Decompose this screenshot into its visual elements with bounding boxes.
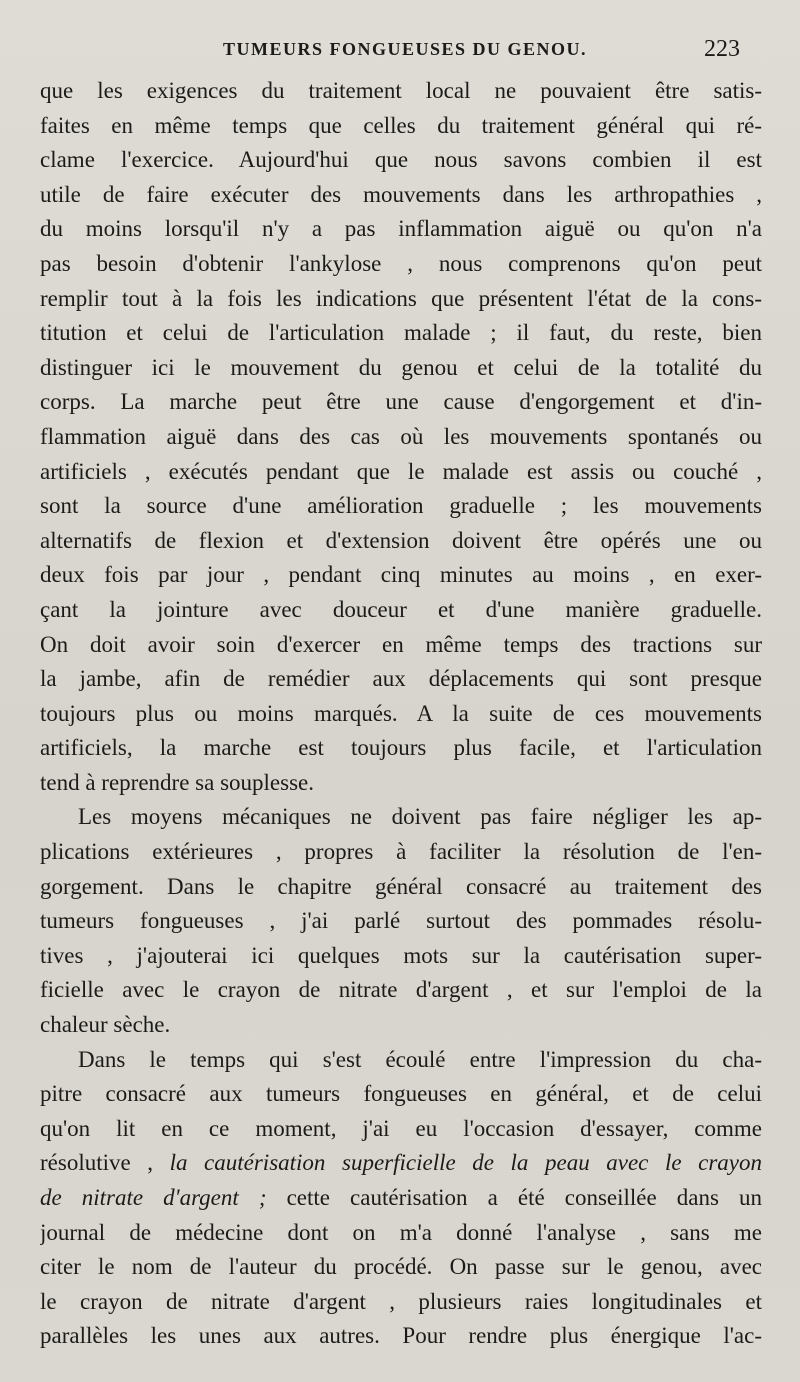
text-line-roman: artificiels, la marche est toujours plus facile, et l'articulation bbox=[40, 735, 762, 761]
text-line-roman: Les moyens mécaniques ne doivent pas faire négliger les ap- bbox=[78, 804, 762, 830]
text-line bbox=[40, 178, 762, 213]
text-line-roman: citer le nom de l'auteur du procédé. On passe sur le genou, avec bbox=[40, 1254, 762, 1280]
text-line bbox=[40, 1077, 762, 1112]
text-line-roman: toujours plus ou moins marqués. A la suite de ces mouvements bbox=[40, 700, 762, 726]
text-line-roman: du moins lorsqu'il n'y a pas inflammation aiguë ou qu'on n'a bbox=[40, 216, 762, 242]
text-line bbox=[40, 316, 762, 351]
text-line bbox=[40, 973, 762, 1008]
running-head-title: TUMEURS FONGUEUSES DU GENOU. bbox=[222, 38, 588, 59]
text-line-roman: résolutive , bbox=[40, 1150, 170, 1176]
text-line bbox=[40, 1216, 762, 1251]
text-line-roman: remplir tout à la fois les indications que présentent l'état de la cons- bbox=[40, 285, 762, 311]
body-text bbox=[40, 74, 762, 1354]
text-line bbox=[40, 731, 762, 766]
text-line-roman: tives , j'ajouterai ici quelques mots sur la cautérisation super- bbox=[40, 942, 762, 968]
text-line bbox=[40, 489, 762, 524]
text-line-roman: artificiels , exécutés pendant que le malade est assis ou couché , bbox=[40, 458, 762, 484]
text-line-roman: Dans le temps qui s'est écoulé entre l'impression du cha- bbox=[78, 1046, 762, 1072]
text-line bbox=[40, 1043, 762, 1078]
text-line bbox=[40, 385, 762, 420]
text-line bbox=[40, 697, 762, 732]
text-line-roman: corps. La marche peut être une cause d'engorgement et d'in- bbox=[40, 389, 762, 415]
text-line-roman: qu'on lit en ce moment, j'ai eu l'occasion d'essayer, comme bbox=[40, 1115, 762, 1141]
text-line-italic: la cautérisation superficielle de la peau avec le crayon bbox=[169, 1150, 762, 1176]
text-line-roman: utile de faire exécuter des mouvements dans les arthropathies , bbox=[40, 181, 762, 207]
text-line bbox=[40, 212, 762, 247]
text-line-roman: chaleur sèche. bbox=[40, 1012, 171, 1038]
text-line-italic: de nitrate d'argent ; bbox=[40, 1185, 267, 1210]
text-line-roman: tumeurs fongueuses , j'ai parlé surtout des pommades résolu- bbox=[40, 908, 762, 934]
text-line bbox=[40, 351, 762, 386]
text-line bbox=[40, 1181, 762, 1216]
text-line-roman: la jambe, afin de remédier aux déplacements qui sont presque bbox=[40, 666, 762, 692]
text-line bbox=[40, 939, 762, 974]
text-line bbox=[40, 282, 762, 317]
text-line bbox=[40, 904, 762, 939]
text-line bbox=[40, 1008, 762, 1043]
text-line-roman: pas besoin d'obtenir l'ankylose , nous comprenons qu'on peut bbox=[40, 250, 762, 276]
text-line-roman: le crayon de nitrate d'argent , plusieurs raies longitudinales et bbox=[40, 1288, 762, 1314]
text-line-roman: gorgement. Dans le chapitre général consacré au traitement des bbox=[40, 873, 762, 899]
text-line bbox=[40, 455, 762, 490]
text-line-roman: faites en même temps que celles du traitement général qui ré- bbox=[40, 112, 762, 138]
text-line-roman: clame l'exercice. Aujourd'hui que nous savons combien il est bbox=[40, 147, 762, 173]
text-line-roman: deux fois par jour , pendant cinq minutes au moins , en exer- bbox=[40, 562, 762, 588]
page-number: 223 bbox=[704, 35, 740, 62]
text-line-roman: parallèles les unes aux autres. Pour rendre plus énergique l'ac- bbox=[40, 1323, 762, 1349]
text-line bbox=[40, 628, 762, 663]
text-line bbox=[40, 143, 762, 178]
text-line bbox=[40, 662, 762, 697]
running-head bbox=[40, 32, 740, 66]
text-line bbox=[40, 800, 762, 835]
text-line-roman: distinguer ici le mouvement du genou et celui de la totalité du bbox=[40, 354, 762, 380]
text-line bbox=[40, 1285, 762, 1320]
text-line bbox=[40, 1112, 762, 1147]
text-line bbox=[40, 524, 762, 559]
text-line-roman: journal de médecine dont on m'a donné l'analyse , sans me bbox=[40, 1219, 762, 1245]
text-line bbox=[40, 593, 762, 628]
text-line bbox=[40, 766, 762, 801]
text-line-roman: ficielle avec le crayon de nitrate d'argent , et sur l'emploi de la bbox=[40, 977, 762, 1003]
text-line bbox=[40, 109, 762, 144]
text-line-roman: pitre consacré aux tumeurs fongueuses en général, et de celui bbox=[40, 1081, 762, 1107]
text-line-roman: que les exigences du traitement local ne pouvaient être satis- bbox=[40, 78, 762, 103]
text-line-roman: sont la source d'une amélioration graduelle ; les mouvements bbox=[40, 493, 762, 519]
text-line-roman: flammation aiguë dans des cas où les mouvements spontanés ou bbox=[40, 423, 762, 449]
text-line-roman: plications extérieures , propres à faciliter la résolution de l'en- bbox=[40, 839, 762, 865]
text-line bbox=[40, 1319, 762, 1354]
text-line bbox=[40, 247, 762, 282]
text-line bbox=[40, 558, 762, 593]
text-line bbox=[40, 420, 762, 455]
text-line bbox=[40, 1250, 762, 1285]
text-line-roman: alternatifs de flexion et d'extension doivent être opérés une ou bbox=[40, 527, 762, 553]
text-line-roman: On doit avoir soin d'exercer en même temps des tractions sur bbox=[40, 631, 762, 657]
text-line-roman: çant la jointure avec douceur et d'une manière graduelle. bbox=[40, 596, 762, 622]
text-line-roman: titution et celui de l'articulation malade ; il faut, du reste, bien bbox=[40, 320, 762, 346]
text-line-roman: tend à reprendre sa souplesse. bbox=[40, 769, 314, 795]
text-line bbox=[40, 1146, 762, 1181]
text-line-roman: cette cautérisation a été conseillée dans un bbox=[266, 1185, 762, 1210]
text-line bbox=[40, 835, 762, 870]
text-line bbox=[40, 74, 762, 109]
text-line bbox=[40, 870, 762, 905]
